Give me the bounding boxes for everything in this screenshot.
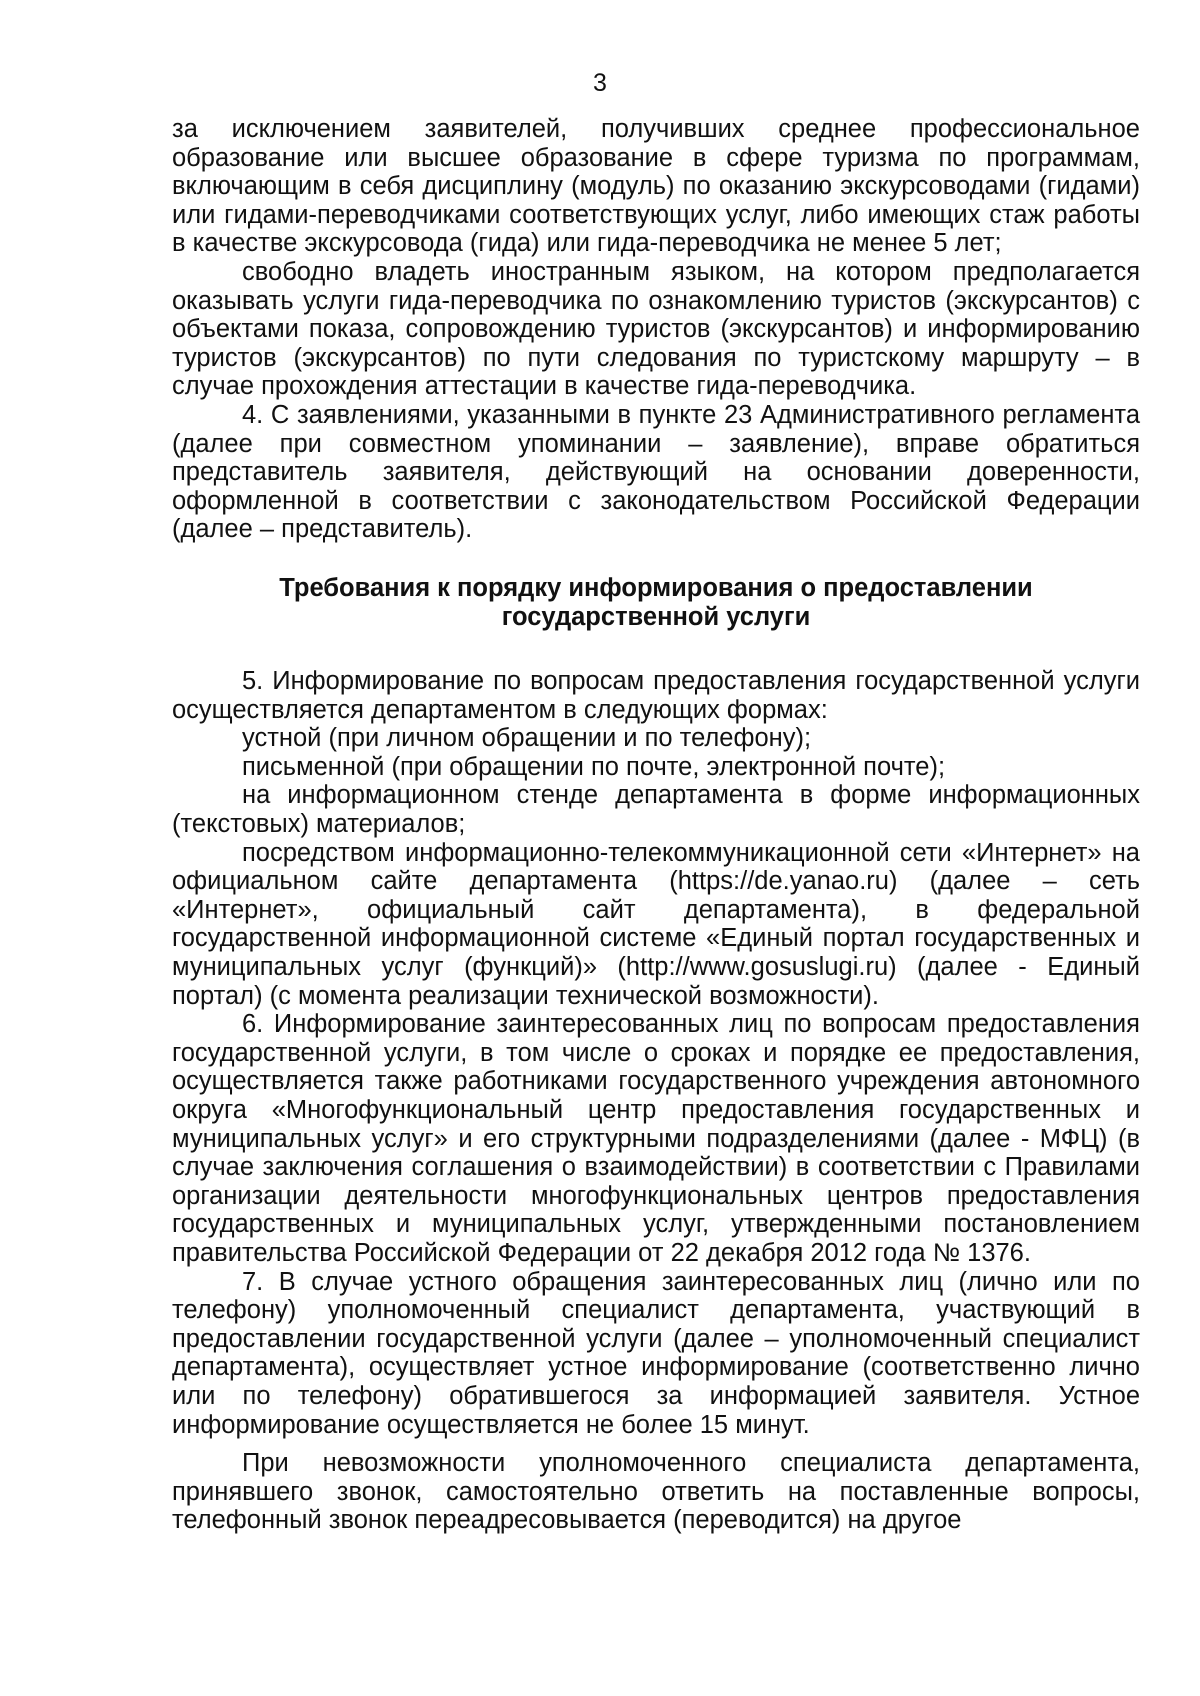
paragraphs-bottom	[172, 667, 1140, 1535]
paragraph-p-6: 6. Информирование заинтересованных лиц по вопросам предоставления государственной услуги, в том числе о сроках и порядке ее предоставления, осуществляется также работниками государственного учреждения автономного округа «Многофункциональный центр предоставления государственных и муниципальных услуг» и его структурными подразделениями (далее - МФЦ) (в случае заключения соглашения о взаимодействии) в соответствии с Правилами организации деятельности многофункциональных центров предоставления государственных и муниципальных услуг, утвержденными постановлением правительства Российской Федерации от 22 декабря 2012 года № 1376.	[172, 1010, 1140, 1267]
page-number: 3	[593, 69, 607, 97]
paragraph-p-7: 7. В случае устного обращения заинтересованных лиц (лично или по телефону) уполномоченный специалист департамента, участвующий в предоставлении государственной услуги (далее – уполномоченный специалист департамента), осуществляет устное информирование (соответственно лично или по телефону) обратившегося за информацией заявителя. Устное информирование осуществляется не более 15 минут.	[172, 1267, 1140, 1439]
section-heading	[172, 574, 1140, 631]
paragraph-p-5-written: письменной (при обращении по почте, электронной почте);	[242, 752, 946, 781]
paragraph-p-5-stand: на информационном стенде департамента в форме информационных (текстовых) материалов;	[172, 781, 1140, 839]
paragraph-p-cont: за исключением заявителей, получивших среднее профессиональное образование или высшее образование в сфере туризма по программам, включающим в себя дисциплину (модуль) по оказанию экскурсоводами (гидами) или гидами-переводчиками соответствующих услуг, либо имеющих стаж работы в качестве экскурсовода (гида) или гида-переводчика не менее 5 лет;	[172, 115, 1140, 258]
paragraph-p-language: свободно владеть иностранным языком, на котором предполагается оказывать услуги гида-переводчика по ознакомлению туристов (экскурсантов) с объектами показа, сопровождению туристов (экскурсантов) и информированию туристов (экскурсантов) по пути следования по туристскому маршруту – в случае прохождения аттестации в качестве гида-переводчика.	[172, 257, 1140, 401]
paragraph-p-5-oral: устной (при личном обращении и по телефону);	[242, 724, 812, 753]
section-heading-line-2: государственной услуги	[501, 602, 811, 631]
paragraph-p-5: 5. Информирование по вопросам предоставления государственной услуги осуществляется департаментом в следующих формах:	[172, 667, 1140, 724]
paragraphs-top	[172, 115, 1140, 544]
section-heading-line-1: Требования к порядку информирования о предоставлении	[279, 573, 1033, 602]
paragraph-p-7-redirect: При невозможности уполномоченного специалиста департамента, принявшего звонок, самостоятельно ответить на поставленные вопросы, телефонный звонок переадресовывается (переводится) на другое	[172, 1449, 1140, 1535]
document-body	[172, 115, 1140, 1535]
paragraph-p-5-internet: посредством информационно-телекоммуникационной сети «Интернет» на официальном сайте департамента (https://de.yanao.ru) (далее – сеть «Интернет», официальный сайт департамента), в федеральной государственной информационной системе «Единый портал государственных и муниципальных услуг (функций)» (http://www.gosuslugi.ru) (далее - Единый портал) (с момента реализации технической возможности).	[172, 838, 1140, 1010]
paragraph-p-4: 4. С заявлениями, указанными в пункте 23 Административного регламента (далее при совместном упоминании – заявление), вправе обратиться представитель заявителя, действующий на основании доверенности, оформленной в соответствии с законодательством Российской Федерации (далее – представитель).	[172, 400, 1140, 544]
